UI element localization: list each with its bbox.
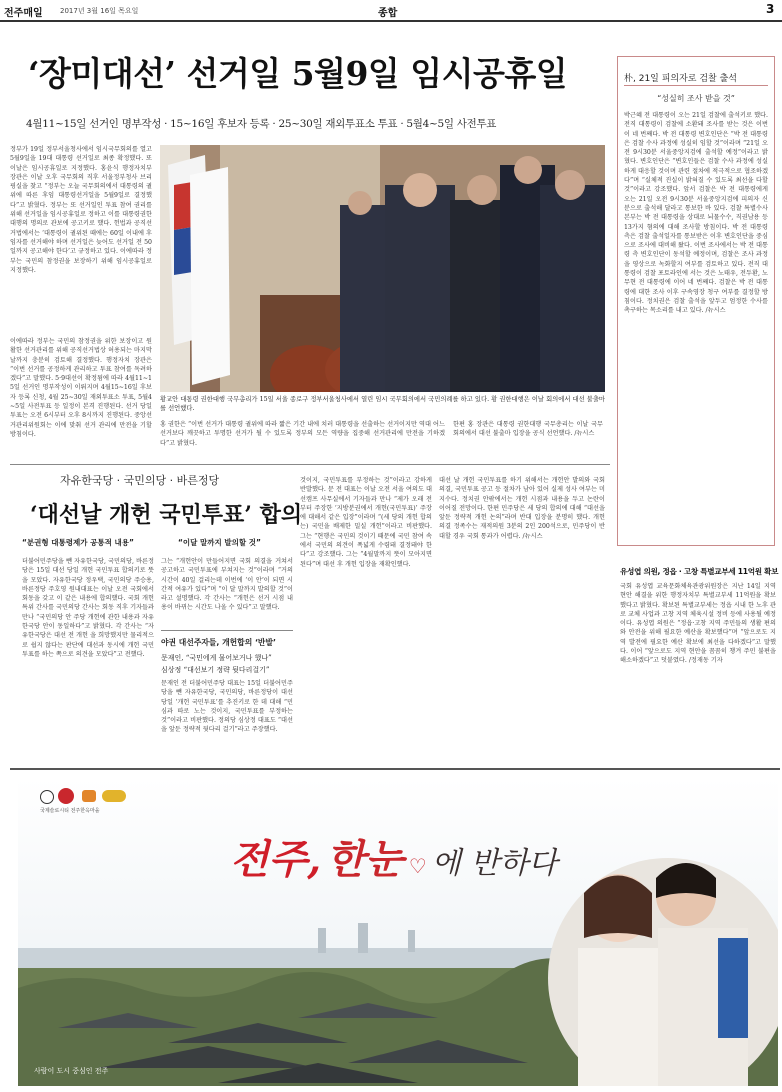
third-headline: 유성엽 의원, 정읍 · 고창 특별교부세 11억원 확보 — [620, 567, 779, 576]
side-box-rule — [624, 85, 768, 86]
flower-logo — [58, 788, 74, 804]
side-box-subhead: “성실히 조사 받을 것” — [657, 94, 735, 103]
lead-column-1: 정부가 19일 정부서울청사에서 임시국무회의를 열고 5월9일을 19대 대통령 선거일로 최종 확정했다. 또 이날은 임시공휴일로 지정했다. 홍윤식 행정자치부 장관은 이날 오후 국무회의 직후 서울정부청사 브리핑실을 찾고 “정부는 오늘 국무회의에서 대통령의 궐위에 따른 후임 대통령선거일을 5월9일로 결정했다”고 밝혔다. 정부는 또 선거일인 투표 참여 권리를 위해 선거일을 임시공휴일로 정하고 이를 대통령권한대행의 명의로 관보에 공고키로 했다. 헌법과 공직선거법에서는 ‘대통령이 궐위된 때에는 60일 이내에 후임자를 선거해야 하며 선거일은 늦어도 선거일 전 50일까지 공고해야 한다’고 규정하고 있다. 이에따라 정부는 국민의 참정권을 보장하기 위해 임시공휴일로 지정했다. — [10, 146, 152, 274]
side-box — [617, 56, 775, 546]
ad-artwork — [18, 778, 778, 1086]
sub-box-line-2: 심상정 “대선보기 정략 뒷다리걸기” — [161, 666, 270, 674]
issue-date: 2017년 3월 16일 목요일 — [60, 7, 139, 15]
masthead-rule — [0, 20, 782, 22]
second-column-3: 것이지, 국민투표를 부정하는 것”이라고 강하게 반발했다. 문 전 대표는 이날 오전 서울 여의도 대선캠프 사무실에서 기자들과 만나 “제가 오래 전부터 주장한 ‘지방분권에서 개헌(국민투표)’ 주장에 대해서 같은 입장”이라며 “(세 당의 개헌 합의는) 국민을 배제한 밀실 개헌”이라고 비판했다. 그는 “현행은 국민의 것이기 때문에 국민 참여 속에서 국민의 의견이 폭넓게 수렴돼 결정돼야 한다”고 강조했다. 그는 “4월말까지 뜻이 모아지면 된다”며 대선 후 개헌 입장을 재확인했다. — [300, 477, 432, 568]
page-number: 3 — [766, 2, 775, 16]
ad-headline-jeonju: 전주, — [230, 836, 322, 883]
side-box-body: 박근혜 전 대통령이 오는 21일 검찰에 출석키로 했다. 전직 대통령이 검찰에 소환돼 조사를 받는 것은 이번이 네 번째다. 박 전 대통령 변호인단은 “박 전 대통령은 검찰 수사 과정에 성실히 임할 것”이라며 “21일 오전 9시30분 서울중앙지검에 출석할 예정”이라고 밝혔다. 변호인단은 “변호인들은 검찰 수사 과정에 성실하게 대응할 것이며 관련 절차에 적극적으로 협조하겠다”며 “실체적 진실이 밝혀질 수 있도록 최선을 다할 것”이라고 강조했다. 앞서 검찰은 박 전 대통령에게 오는 21일 오전 9시30분 서울중앙지검에 피의자 신분으로 출석해 달라고 통보한 바 있다. 검찰 특별수사본부는 박 전 대통령을 상대로 뇌물수수, 직권남용 등 13가지 혐의에 대해 조사할 방침이다. 박 전 대통령 측은 검찰 출석일자를 통보받은 이후 변호인단을 중심으로 조사에 대비해 왔다. 이번 조사에서는 박 전 대통령 측 변호인단이 동석할 예정이며, 검찰은 조사 과정을 영상으로 녹화할지 여부를 검토하고 있다. 전직 대통령이 검찰 포토라인에 서는 것은 노태우, 전두환, 노무현 전 대통령에 이어 네 번째다. 검찰은 박 전 대통령에 대한 조사 이후 구속영장 청구 여부를 결정할 방침이다. 정치권은 검찰 출석을 앞두고 엄정한 수사를 촉구하는 목소리를 내고 있다. /뉴시스 — [624, 112, 768, 315]
paper-name: 전주매일 — [4, 8, 43, 19]
second-kicker: 자유한국당 · 국민의당 · 바른정당 — [60, 474, 220, 487]
slow-city-logo — [82, 790, 96, 802]
side-box-headline: 朴, 21일 피의자로 검찰 출석 — [624, 74, 738, 84]
cabinet-meeting-photo — [160, 145, 605, 392]
second-sub-box — [161, 630, 293, 763]
third-body: 국회 유성엽 교육문화체육관광위원장은 지난 14일 지역 현안 해결을 위한 행정자치부 특별교부세 11억원을 확보했다고 밝혔다. 확보된 특별교부세는 정읍 시내 한 노후 관로 교체 사업과 고창 지역 체육시설 정비 등에 사용될 예정이다. 유성엽 의원은 “정읍·고창 지역 주민들의 생활 편의와 안전을 위해 필요한 예산을 확보했다”며 “앞으로도 지역 발전에 필요한 예산 확보에 최선을 다하겠다”고 말했다. 이어 “앞으로도 지역 현안을 꼼꼼히 챙겨 주민 불편을 해소하겠다”고 덧붙였다. /정재동 기자 — [620, 583, 776, 665]
photo-caption: 황교안 대통령 권한대행 국무총리가 15일 서울 종로구 정부서울청사에서 열린 임시 국무회의에서 국민의례를 하고 있다. 황 권한대행은 이날 회의에서 대선 불출마를 선언했다. — [160, 396, 605, 413]
section-name: 종합 — [378, 8, 398, 19]
ad-headline — [230, 828, 630, 892]
masthead — [0, 0, 782, 20]
advertisement — [18, 778, 778, 1086]
section-rule-2 — [10, 768, 780, 770]
second-quote-2: “이달 말까지 발의할 것” — [178, 538, 261, 547]
lead-subhead: 4월11~15일 선거인 명부작성 · 15~16일 후보자 등록 · 25~30일 재외투표소 투표 · 5월4~5일 사전투표 — [26, 118, 497, 130]
lead-photo — [160, 145, 605, 392]
partner-logo — [102, 790, 126, 802]
second-column-4: 대선 날 개헌 국민투표를 하기 위해서는 개헌안 발의와 국회 의결, 국민투표 공고 등 절차가 남아 있어 실제 성사 여부는 미지수다. 정치권 안팎에서는 개헌 시점과 내용을 두고 논란이 이어질 전망이다. 한편 민주당은 세 당의 합의에 대해 “대선을 앞둔 정략적 개헌 논의”라며 반대 입장을 분명히 했다. 개헌 의결 정족수는 재적의원 3분의 2인 200석으로, 민주당이 반대할 경우 국회 통과가 어렵다. /뉴시스 — [439, 477, 605, 540]
lead-column-4: 한편 홍 장관은 대통령 권한대행 국무총리는 이날 국무회의에서 대선 불출마 입장을 공식 선언했다. /뉴시스 — [453, 421, 603, 438]
ad-photo-caption: 사람이 도시 중심인 전주 — [34, 1067, 109, 1075]
second-quote-1: “분권형 대통령제가 공통적 내용” — [22, 538, 134, 547]
second-headline: ‘대선날 개헌 국민투표’ 합의 — [30, 502, 303, 528]
ad-headline-banhada: 에 반하다 — [431, 846, 558, 881]
sub-box-headline: 야권 대선주자들, 개헌합의 ‘반발’ — [161, 638, 276, 647]
unesco-logo — [40, 790, 54, 804]
lead-headline: ‘장미대선’ 선거일 5월9일 임시공휴일 — [28, 54, 568, 93]
section-rule-1 — [10, 464, 610, 465]
lead-column-2: 이에따라 정부는 국민의 참정권을 위한 보장이고 원활한 선거관리를 위해 공직선거법상 허용되는 마지막날까지 충분히 검토해 결정했다. 행정자치 장관은 “이번 선거를 공정하게 관리하고 투표 참여를 독려하겠다”고 말했다. 5·9대선이 확정됨에 따라 4월11~15일 선거인 명부작성이 이뤄지며 4월15~16일 후보자 등록 신청, 4월 25~30일 재외투표소 투표, 5월4~5일 사전투표 등 일정이 본격 진행된다. 선거 당일 투표는 오전 6시부터 오후 8시까지 진행된다. 중앙선거관리위원회는 이에 맞춰 선거 관리에 만전을 기할 방침이다. — [10, 338, 152, 438]
sub-box-line-1: 문재인, “국민에게 물어보거나 했나” — [161, 654, 272, 662]
sub-box-body: 문재인 전 더불어민주당 대표는 15일 더불어민주당을 뺀 자유한국당, 국민의당, 바른정당이 대선 당일 ‘개헌 국민투표’를 추진키로 한 데 대해 “민심과 따로 노는 것이지, 국민투표를 부정하는 것”이라고 비판했다. 정의당 심상정 대표도 “대선을 앞둔 정략적 뒷다리 걸기”라고 주장했다. — [161, 680, 293, 734]
ad-logo-text: 국제슬로시티 전주한옥마을 — [40, 808, 100, 814]
second-column-1: 더불어민주당을 뺀 자유한국당, 국민의당, 바른정당은 15일 대선 당일 개헌 국민투표 합의키로 뜻을 모았다. 자유한국당 정우택, 국민의당 주승용, 바른정당 주호영 원내대표는 이날 오전 국회에서 회동을 갖고 이 같은 내용에 합의했다. 국회 개헌특위 간사를 국민의당 간사는 회동 직후 기자들과 만나 “국민의당 안 주당 개헌에 관한 내용과 자유한국당 안이 동일하다”고 밝혔다. 각 간사는 “자유한국당은 대선 전 개헌 을 희망했지만 물리적으로 쉽지 않다는 판단에 대선과 동시에 개헌 국민투표를 하는 쪽으로 의견을 모았다”고 전했다. — [22, 558, 154, 658]
lead-column-3: 홍 권한은 “이번 선거가 대통령 궐위에 따라 짧은 기간 내에 치러 대통령을 선출하는 선거이지만 역대 어느 선거보다 깨끗하고 투명한 선거가 될 수 있도록 정부의 모든 역량을 집중해 선거관리에 만전을 기하겠다”고 밝혔다. — [160, 421, 445, 447]
second-column-2: 그는 “개헌안이 만들어지면 국회 의결을 거쳐서 공고하고 국민투표에 부쳐지는 것”이라며 “거의 시간이 40일 걸리는데 이번에 ‘이 안’이 되면 시간적 여유가 있다”며 “이 달 말까지 발의할 것”이라고 설명했다. 각 간사는 “개헌은 선거 시점 내용이 바뀌는 시간도 나올 수 있다”고 말했다. — [161, 558, 293, 612]
heart-icon: ♡ — [408, 854, 427, 878]
ad-headline-hannun: 한눈 — [326, 836, 404, 883]
